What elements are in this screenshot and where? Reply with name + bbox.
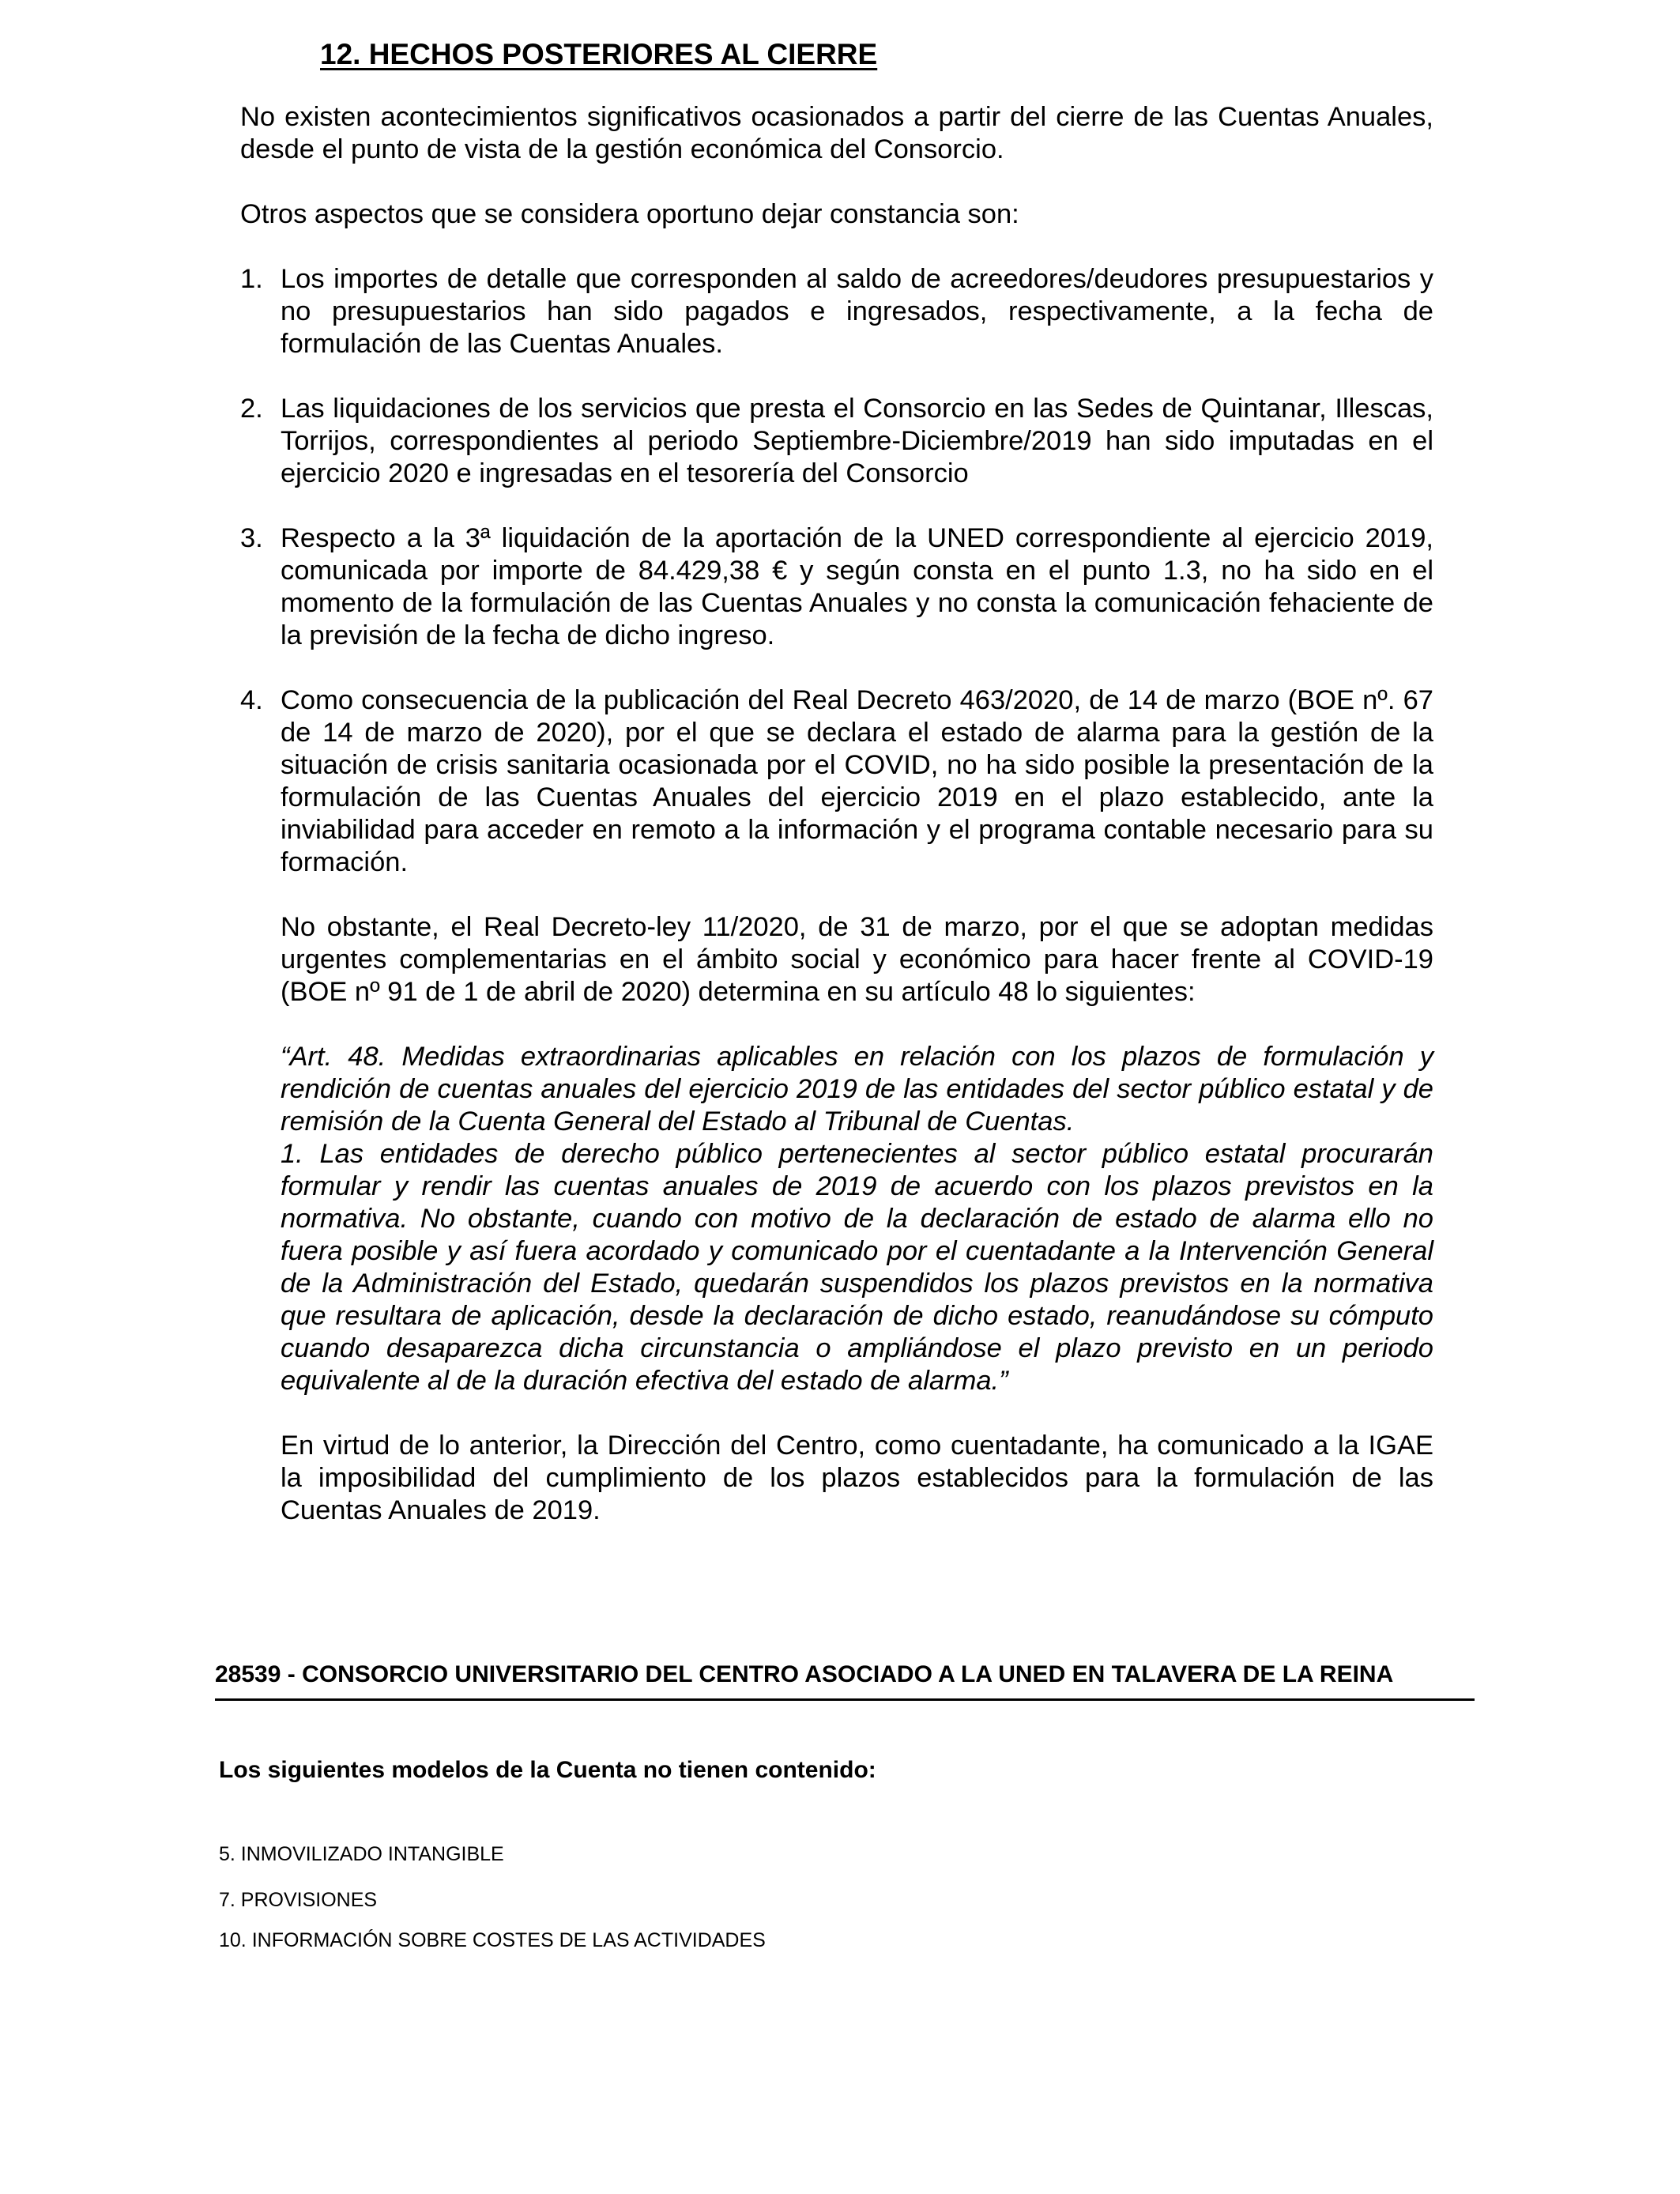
- list-item-number: 1.: [240, 264, 263, 294]
- list-item: [240, 684, 1433, 1527]
- divider: [215, 1698, 1475, 1701]
- list-item-text: Las liquidaciones de los servicios que presta el Consorcio en las Sedes de Quintanar, Illescas, Torrijos, correspondientes al periodo Septiembre-Diciembre/2019 han sido imputadas en el ejercicio 2020 e ingresadas en el tesorería del Consorcio: [281, 394, 1433, 488]
- empty-models-title: Los siguientes modelos de la Cuenta no tienen contenido:: [219, 1757, 876, 1783]
- list-item: [240, 263, 1433, 360]
- intro-paragraph: No existen acontecimientos significativos ocasionados a partir del cierre de las Cuentas Anuales, desde el punto de vista de la gestión económica del Consorcio.: [240, 102, 1433, 164]
- list-item-text: Respecto a la 3ª liquidación de la aportación de la UNED correspondiente al ejercicio 2019, comunicada por importe de 84.429,38 € y según consta en el punto 1.3, no ha sido en el momento de la formulación de las Cuentas Anuales y no consta la comunicación fehaciente de la previsión de la fecha de dicho ingreso.: [281, 523, 1433, 650]
- quote-body: 1. Las entidades de derecho público pertenecientes al sector público estatal procurarán formular y rendir las cuentas anuales de 2019 de acuerdo con los plazos previstos en la normativa. No obstante, cuando con motivo de la declaración de estado de alarma ello no fuera posible y así fuera acordado y comunicado por el cuentadante a la Intervención General de la Administración del Estado, quedarán suspendidos los plazos previstos en la normativa que resultara de aplicación, desde la declaración de dicho estado, reanudándose su cómputo cuando desaparezca dicha circunstancia o ampliándose el plazo previsto en un periodo equivalente al de la duración efectiva del estado de alarma.”: [281, 1139, 1433, 1396]
- empty-model-item: 7. PROVISIONES: [219, 1889, 378, 1911]
- section-heading: 12. HECHOS POSTERIORES AL CIERRE: [320, 38, 878, 70]
- list-item: [240, 393, 1433, 490]
- list-item-text-2: No obstante, el Real Decreto-ley 11/2020, de 31 de marzo, por el que se adoptan medidas urgentes complementarias en el ámbito social y económico para hacer frente al COVID-19 (BOE nº 91 de 1 de abril de 2020) determina en su artículo 48 lo siguientes:: [281, 912, 1433, 1007]
- entity-title: 28539 - CONSORCIO UNIVERSITARIO DEL CENTRO ASOCIADO A LA UNED EN TALAVERA DE LA REINA: [215, 1661, 1394, 1687]
- list-item-text: Como consecuencia de la publicación del Real Decreto 463/2020, de 14 de marzo (BOE nº. 67 de 14 de marzo de 2020), por el que se declara el estado de alarma para la gestión de la situación de crisis sanitaria ocasionada por el COVID, no ha sido posible la presentación de la formulación de las Cuentas Anuales del ejercicio 2019 en el plazo establecido, ante la inviabilidad para acceder en remoto a la información y el programa contable necesario para su formación.: [281, 685, 1433, 877]
- section-body: [240, 101, 1433, 1559]
- list-item-number: 3.: [240, 523, 263, 553]
- intro-paragraph-2: Otros aspectos que se considera oportuno dejar constancia son:: [240, 199, 1019, 229]
- numbered-list: [240, 263, 1433, 1527]
- list-item-text: Los importes de detalle que corresponden al saldo de acreedores/deudores presupuestarios y no presupuestarios han sido pagados e ingresados, respectivamente, a la fecha de formulación de las Cuentas Anuales.: [281, 264, 1433, 359]
- quote-title: “Art. 48. Medidas extraordinarias aplicables en relación con los plazos de formulación y rendición de cuentas anuales del ejercicio 2019 de las entidades del sector público estatal y de remisión de la Cuenta General del Estado al Tribunal de Cuentas.: [281, 1042, 1433, 1137]
- list-item-text-3: En virtud de lo anterior, la Dirección del Centro, como cuentadante, ha comunicado a la IGAE la imposibilidad del cumplimiento de los plazos establecidos para la formulación de las Cuentas Anuales de 2019.: [281, 1431, 1433, 1525]
- list-item-number: 4.: [240, 685, 263, 715]
- legal-quote: [281, 1041, 1433, 1397]
- empty-model-item: 10. INFORMACIÓN SOBRE COSTES DE LAS ACTIVIDADES: [219, 1929, 766, 1951]
- list-item-number: 2.: [240, 394, 263, 424]
- list-item: [240, 522, 1433, 652]
- empty-model-item: 5. INMOVILIZADO INTANGIBLE: [219, 1843, 504, 1865]
